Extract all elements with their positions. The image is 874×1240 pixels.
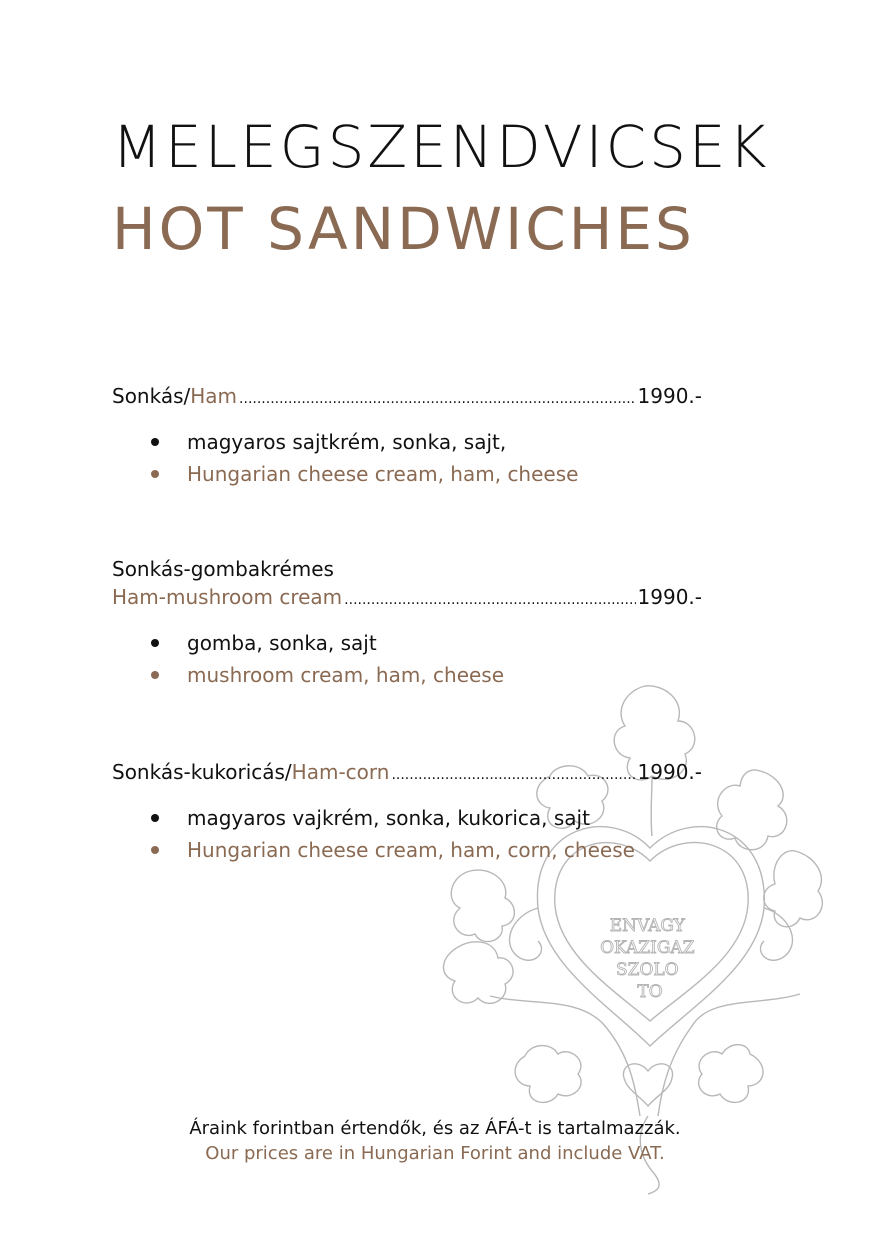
item-description-list: [112, 627, 702, 691]
item-description-list: [112, 426, 702, 490]
seal-leaf-right-upper: [717, 770, 787, 850]
seal-leaf-left-lower: [515, 1046, 581, 1103]
description-english: Hungarian cheese cream, ham, corn, cheese: [112, 834, 702, 866]
page-title-hungarian: MELEGSZENDVICSEK: [112, 113, 770, 181]
item-price: 1990.-: [637, 384, 702, 408]
item-name-hungarian-line: [112, 557, 702, 585]
item-name-english: Ham-corn: [291, 760, 390, 784]
item-name-english: Ham-mushroom cream: [112, 585, 343, 609]
seal-lettering: ENVAGY OKAZIGAZ SZOLO TO: [600, 916, 695, 1002]
item-name-hungarian: Sonkás/: [112, 384, 191, 408]
leader-dots: [344, 592, 635, 608]
item-price: 1990.-: [637, 585, 702, 609]
seal-vine-left: [490, 996, 640, 1116]
menu-item-line: [112, 585, 702, 613]
price-note: [0, 1116, 874, 1166]
seal-vine-right: [658, 994, 800, 1116]
description-english: mushroom cream, ham, cheese: [112, 659, 702, 691]
price-note-hungarian: Áraink forintban értendők, és az ÁFÁ-t is tartalmazzák.: [189, 1118, 681, 1139]
seal-leaf-right-far: [764, 851, 823, 927]
menu-item-ham-corn: [112, 760, 702, 866]
description-hungarian: magyaros sajtkrém, sonka, sajt,: [112, 426, 702, 458]
seal-leaf-right-lower: [699, 1045, 763, 1103]
seal-leaf-left-mid: [444, 942, 514, 1004]
item-name-hungarian: Sonkás-gombakrémes: [112, 557, 334, 581]
menu-item-ham: [112, 384, 702, 490]
price-note-english: Our prices are in Hungarian Forint and include VAT.: [205, 1143, 665, 1164]
description-english: Hungarian cheese cream, ham, cheese: [112, 458, 702, 490]
item-name-hungarian: Sonkás-kukoricás/: [112, 760, 292, 784]
leader-dots: [391, 767, 635, 783]
seal-small-heart: [623, 1064, 672, 1106]
item-description-list: [112, 802, 702, 866]
page-title-english: HOT SANDWICHES: [112, 195, 695, 263]
item-price: 1990.-: [637, 760, 702, 784]
description-hungarian: gomba, sonka, sajt: [112, 627, 702, 659]
description-hungarian: magyaros vajkrém, sonka, kukorica, sajt: [112, 802, 702, 834]
leader-dots: [239, 391, 635, 407]
menu-item-ham-mushroom: [112, 557, 702, 691]
item-name-english: Ham: [190, 384, 238, 408]
seal-leaf-left-far: [451, 870, 514, 942]
menu-item-line: [112, 384, 702, 412]
menu-item-line: [112, 760, 702, 788]
seal-swirl-right: [760, 908, 792, 960]
